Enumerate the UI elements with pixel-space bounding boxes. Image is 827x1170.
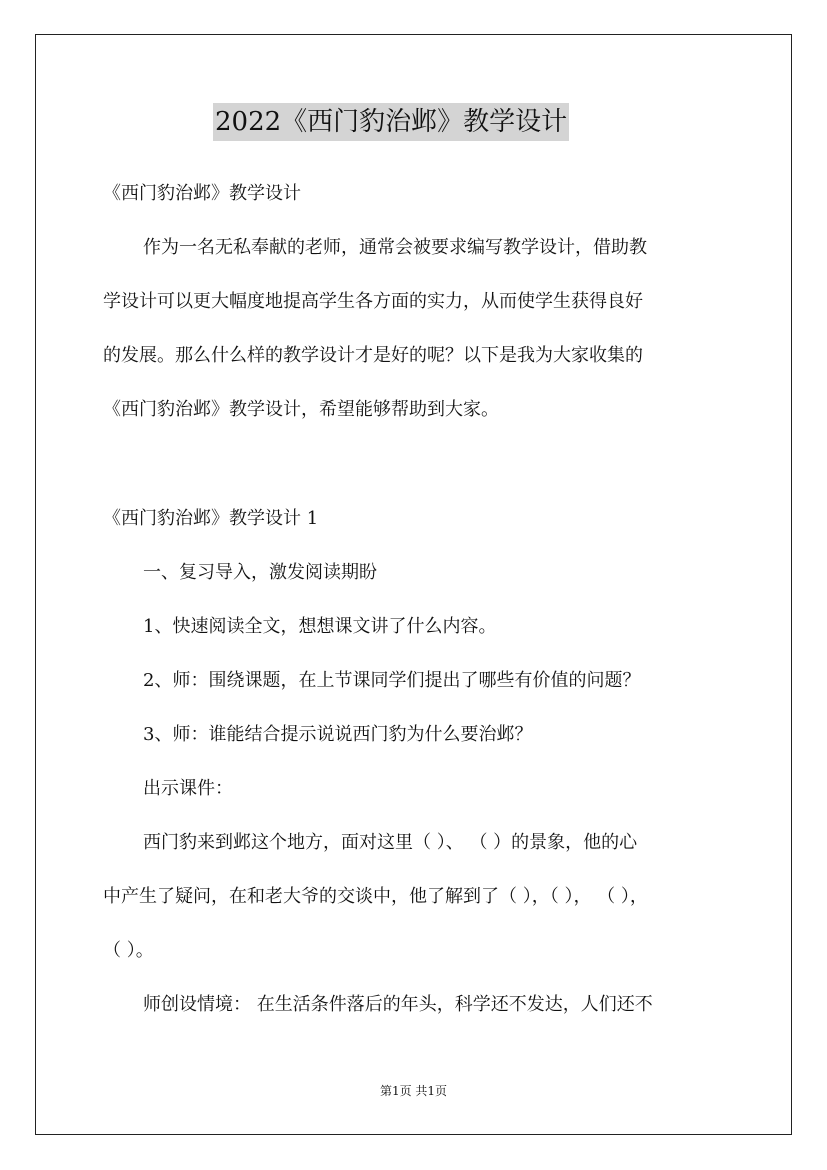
paragraph-line: 师创设情境： 在生活条件落后的年头，科学还不发达，人们还不: [143, 994, 653, 1015]
paragraph-line: 作为一名无私奉献的老师，通常会被要求编写教学设计，借助教: [143, 237, 647, 258]
subtitle-line: 《西门豹治邺》教学设计: [103, 183, 301, 204]
step-heading: 一、复习导入，激发阅读期盼: [143, 562, 377, 583]
paragraph-line: 《西门豹治邺》教学设计，希望能够帮助到大家。: [103, 399, 499, 420]
document-title: 2022《西门豹治邺》教学设计: [213, 103, 569, 141]
paragraph-line: 出示课件：: [143, 778, 233, 799]
paragraph-line: 西门豹来到邺这个地方，面对这里（ ）、 （ ）的景象，他的心: [143, 832, 638, 853]
paragraph-line: （ ）。: [103, 940, 154, 961]
list-item: 2、师：围绕课题，在上节课同学们提出了哪些有价值的问题？: [143, 670, 641, 691]
list-item: 1、快速阅读全文，想想课文讲了什么内容。: [143, 616, 497, 637]
page-number-footer: 第1页 共1页: [379, 1084, 448, 1098]
paragraph-line: 学设计可以更大幅度地提高学生各方面的实力，从而使学生获得良好: [103, 291, 643, 312]
section-heading: 《西门豹治邺》教学设计 1: [103, 508, 319, 529]
paragraph-line: 的发展。那么什么样的教学设计才是好的呢？以下是我为大家收集的: [103, 345, 643, 366]
paragraph-line: 中产生了疑问，在和老大爷的交谈中，他了解到了（ ），（ ）， （ ），: [103, 886, 648, 907]
list-item: 3、师：谁能结合提示说说西门豹为什么要治邺？: [143, 724, 533, 745]
